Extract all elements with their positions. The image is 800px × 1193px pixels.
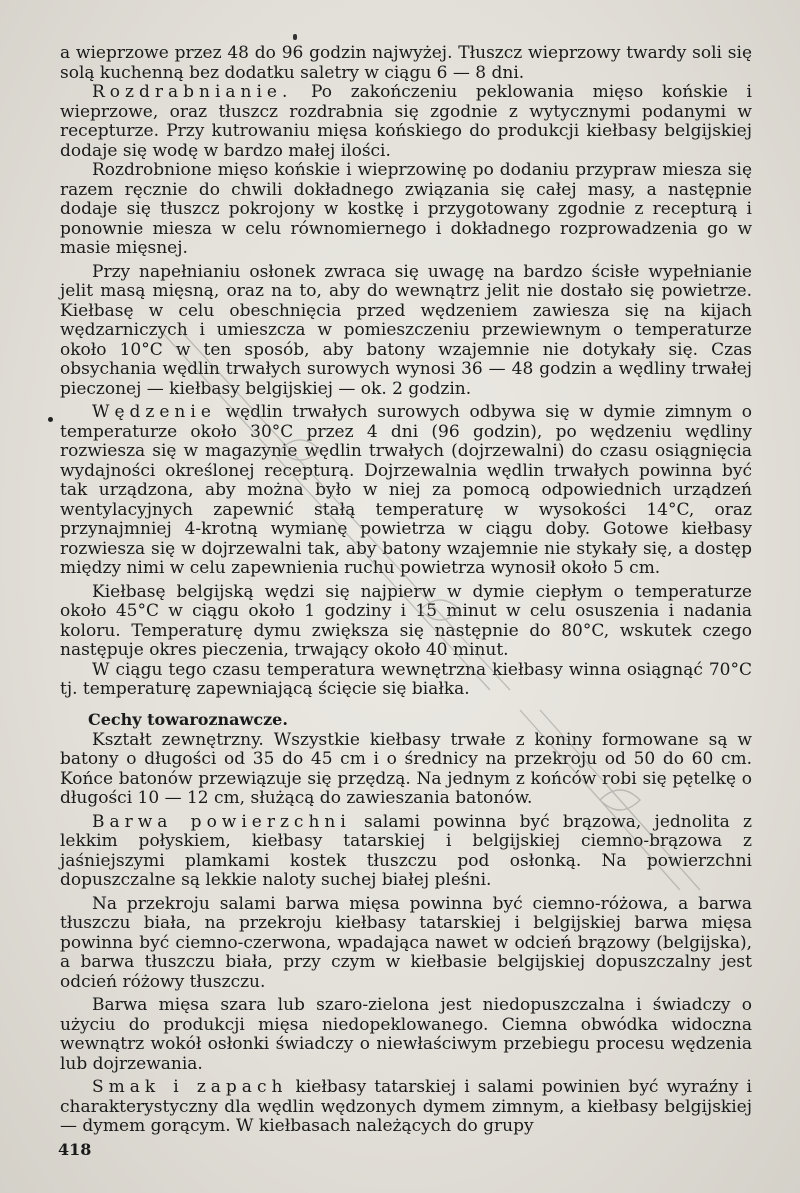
paragraph-5	[60, 403, 752, 579]
paragraph-4	[60, 263, 752, 400]
paragraph-8	[60, 731, 752, 809]
section-heading: Cechy towaroznawcze.	[88, 709, 288, 729]
page-number: 418	[58, 1140, 92, 1159]
paragraph-6-text: Kiełbasę belgijską wędzi się najpierw w dymie ciepłym o temperaturze około 45°C w ciągu około 1 godziny i 15 minut w celu osuszenia i nadania koloru. Temperaturę dymu zwiększa się następnie do 80°C, wskutek czego następuje okres pieczenia, trwający około 40 minut.	[60, 581, 752, 660]
paragraph-3	[60, 161, 752, 259]
print-speck	[293, 34, 297, 40]
paragraph-1-text: a wieprzowe przez 48 do 96 godzin najwyżej. Tłuszcz wieprzowy twardy soli się solą kuchenną bez dodatku saletry w ciągu 6 — 8 dni.	[60, 43, 752, 83]
paragraph-9	[60, 813, 752, 891]
paragraph-12-lead: Smak i zapach	[92, 1077, 288, 1097]
paragraph-12	[60, 1078, 752, 1137]
paragraph-5-text: wędlin trwałych surowych odbywa się w dymie zimnym o temperaturze około 30°C przez 4 dni (96 godzin), po wędzeniu wędliny rozwiesza się w magazynie wędlin trwałych (dojrzewalni) do czasu osiągnięcia wydajności określonej recepturą. Dojrzewalnia wędlin trwałych powinna być tak urządzona, aby można było w niej za pomocą odpowiednich urządzeń wentylacyjnych zapewnić stałą temperaturę w wysokości 14°C, oraz przynajmniej 4-krotną wymianę powietrza w ciągu doby. Gotowe kiełbasy rozwiesza się w dojrzewalni tak, aby batony wzajemnie nie stykały się, a dostęp między nimi w celu zapewnienia ruchu powietrza wynosił około 5 cm.	[60, 402, 752, 578]
paragraph-4-text: Przy napełnianiu osłonek zwraca się uwagę na bardzo ścisłe wypełnianie jelit masą mięsną, oraz na to, aby do wewnątrz jelit nie dostało się powietrze. Kiełbasę w celu obeschnięcia przed wędzeniem zawiesza się na kijach wędzarniczych i umieszcza w pomieszczeniu przewiewnym o temperaturze około 10°C w ten sposób, aby batony wzajemnie nie dotykały się. Czas obsychania wędlin trwałych surowych wynosi 36 — 48 godzin a wędliny trwałej pieczonej — kiełbasy belgijskiej — ok. 2 godzin.	[60, 261, 752, 399]
paragraph-9-lead: Barwa powierzchni	[92, 811, 351, 832]
paragraph-2	[60, 83, 752, 161]
paragraph-10	[60, 895, 752, 993]
paragraph-10-text: Na przekroju salami barwa mięsa powinna być ciemno-różowa, a barwa tłuszczu biała, na przekroju kiełbasy tatarskiej i belgijskiej barwa mięsa powinna być ciemno-czerwona, wpadająca nawet w odcień brązowy (belgijska), a barwa tłuszczu biała, przy czym w kiełbasie belgijskiej dopuszczalny jest odcień różowy tłuszczu.	[60, 893, 752, 992]
paragraph-7-text: W ciągu tego czasu temperatura wewnętrzna kiełbasy winna osiągnąć 70°C tj. temperaturę zapewniającą ścięcie się białka.	[60, 659, 752, 699]
paragraph-12-text: kiełbasy tatarskiej i salami powinien być wyraźny i charakterystyczny dla wędlin wędzonych dymem zimnym, a kiełbasy belgijskiej — dymem gorącym. W kiełbasach należących do grupy	[60, 1077, 752, 1136]
text-column	[60, 44, 752, 1137]
paragraph-8-text: Kształt zewnętrzny. Wszystkie kiełbasy trwałe z koniny formowane są w batony o długości od 35 do 45 cm i o średnicy na przekroju od 50 do 60 cm. Końce batonów przewiązuje się przędzą. Na jednym z końców robi się pętelkę o długości 10 — 12 cm, służącą do zawieszania batonów.	[60, 729, 752, 808]
paragraph-5-lead: Wędzenie	[92, 402, 216, 422]
paragraph-6	[60, 583, 752, 661]
paragraph-2-lead: Rozdrabnianie.	[92, 82, 293, 102]
paragraph-11	[60, 996, 752, 1074]
paragraph-9-text: salami powinna być brązowa, jednolita z lekkim połyskiem, kiełbasy tatarskiej i belgijskiej ciemno-brązowa z jaśniejszymi plamkami kostek tłuszczu pod osłonką. Na powierzchni dopuszczalne są lekkie naloty suchej białej pleśni.	[60, 811, 752, 890]
paragraph-7	[60, 661, 752, 700]
paragraph-3-text: Rozdrobnione mięso końskie i wieprzowinę po dodaniu przypraw miesza się razem ręcznie do chwili dokładnego związania się całej masy, a następnie dodaje się tłuszcz pokrojony w kostkę i przygotowany zgodnie z recepturą i ponownie miesza w celu równomiernego i dokładnego rozprowadzenia go w masie mięsnej.	[60, 160, 752, 258]
margin-dot	[48, 417, 53, 422]
paragraph-2-text: Po zakończeniu peklowania mięso końskie i wieprzowe, oraz tłuszcz rozdrabnia się zgodnie z wytycznymi podanymi w recepturze. Przy kutrowaniu mięsa końskiego do produkcji kiełbasy belgijskiej dodaje się wodę w bardzo małej ilości.	[60, 82, 752, 161]
paragraph-1	[60, 44, 752, 83]
paragraph-11-text: Barwa mięsa szara lub szaro-zielona jest niedopuszczalna i świadczy o użyciu do produkcji mięsa niedopeklowanego. Ciemna obwódka widoczna wewnątrz wokół osłonki świadczy o niewłaściwym przebiegu procesu wędzenia lub dojrzewania.	[60, 995, 752, 1074]
